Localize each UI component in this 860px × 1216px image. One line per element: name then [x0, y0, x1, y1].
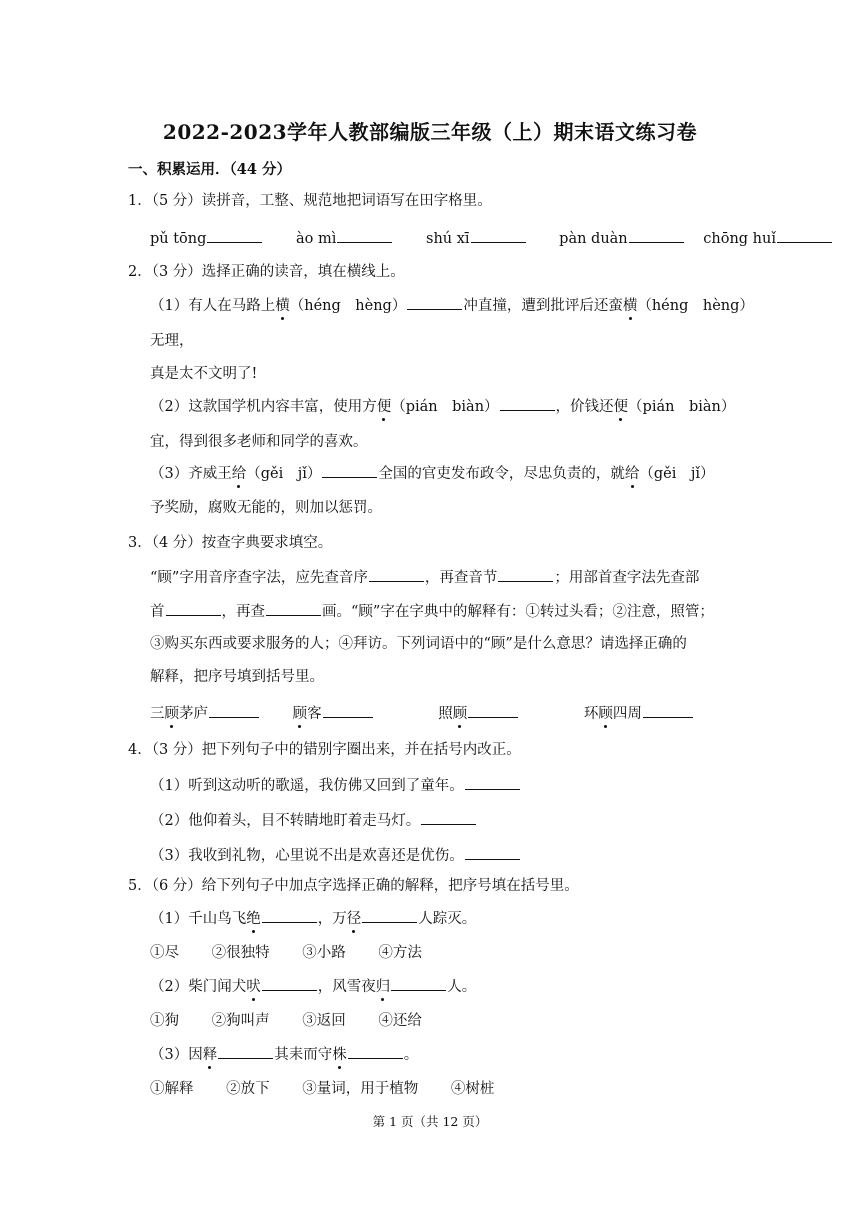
answer-blank[interactable] [362, 908, 417, 923]
answer-blank[interactable] [323, 703, 373, 718]
answer-blank[interactable] [498, 567, 553, 582]
text: （3）齐威王 [150, 466, 232, 482]
text: “顾”字用音序查字法，应先查音序 [150, 570, 368, 586]
dotted-char: 顾 [292, 706, 308, 722]
pinyin-options: （pián biàn） [391, 399, 499, 415]
option: ②很独特 [211, 945, 270, 961]
answer-blank[interactable] [777, 228, 832, 243]
option: ①尽 [150, 945, 179, 961]
answer-blank[interactable] [166, 601, 221, 616]
option: ④方法 [378, 945, 422, 961]
option: ①狗 [150, 1013, 179, 1029]
text: 环 [583, 706, 599, 722]
answer-blank[interactable] [207, 228, 262, 243]
answer-blank[interactable] [500, 396, 555, 411]
question-5-stem: 5．（6 分）给下列句子中加点字选择正确的解释，把序号填在括号里。 [128, 878, 579, 894]
text: 首 [150, 604, 165, 620]
text: ，万 [317, 911, 347, 927]
section-heading: 一、积累运用．（44 分） [128, 161, 291, 178]
option: ①解释 [150, 1081, 194, 1097]
text: （2）这款国学机内容丰富，使用方 [150, 399, 377, 415]
dotted-char: 便 [613, 399, 629, 415]
answer-blank[interactable] [465, 775, 520, 790]
text: 冲直撞，遭到批评后还蛮 [463, 298, 623, 314]
text: ；用部首查字法先查部 [554, 570, 700, 586]
answer-blank[interactable] [262, 976, 317, 991]
pinyin-row [150, 228, 833, 249]
question-3-line [150, 601, 714, 622]
text: 予奖励，腐败无能的，则加以惩罚。 [150, 500, 382, 516]
answer-blank[interactable] [421, 810, 476, 825]
options-row [150, 1079, 494, 1099]
question-4-sentence-2 [150, 810, 477, 831]
pinyin-options: （gěi jǐ） [639, 466, 715, 482]
question-5-sentence-3 [150, 1044, 418, 1065]
dotted-char: 横 [275, 298, 290, 314]
answer-blank[interactable] [407, 295, 462, 310]
pinyin-item: pǔ tōng [150, 231, 207, 247]
pinyin-options: （pián biàn） [628, 399, 736, 415]
page-footer: 第 1 页（共 12 页） [372, 1114, 488, 1129]
answer-blank[interactable] [262, 908, 317, 923]
text: （3）因 [150, 1047, 203, 1063]
text: ，价钱还 [555, 399, 614, 415]
pinyin-item: pàn duàn [559, 231, 628, 247]
question-4-stem: 4．（3 分）把下列句子中的错别字圈出来，并在括号内改正。 [128, 742, 521, 758]
text: 人。 [447, 979, 477, 995]
text: 解释，把序号填到括号里。 [150, 669, 324, 685]
dotted-char: 顾 [164, 706, 179, 722]
options-row [150, 1011, 422, 1031]
answer-blank[interactable] [322, 463, 377, 478]
text: 。 [403, 1047, 419, 1063]
text: 全国的官吏发布政令，尽忠负责的，就 [378, 466, 625, 482]
text: 四周 [612, 706, 642, 722]
text: 人踪灭。 [418, 911, 477, 927]
text: （1）有人在马路上 [150, 298, 276, 314]
dotted-char: 给 [624, 466, 640, 482]
text: （2）柴门闻犬 [150, 979, 247, 995]
page-title: 2022-2023学年人教部编版三年级（上）期末语文练习卷 [162, 120, 698, 144]
pinyin-item: chōng huǐ [703, 231, 776, 247]
answer-blank[interactable] [468, 703, 518, 718]
dotted-char: 径 [346, 911, 362, 927]
answer-blank[interactable] [643, 703, 693, 718]
option: ③返回 [302, 1013, 346, 1029]
dotted-char: 顾 [598, 706, 613, 722]
answer-blank[interactable] [465, 845, 520, 860]
option: ②狗叫声 [211, 1013, 270, 1029]
text: 照 [438, 706, 453, 722]
text: （2）他仰着头，目不转睛地盯着走马灯。 [150, 813, 421, 829]
text: （1）听到这动听的歌遥，我仿佛又回到了童年。 [150, 778, 464, 794]
question-2-stem: 2．（3 分）选择正确的读音，填在横线上。 [128, 264, 405, 280]
answer-blank[interactable] [218, 1044, 273, 1059]
question-3-stem: 3．（4 分）按查字典要求填空。 [128, 535, 333, 551]
word-row [150, 703, 694, 724]
question-2-sentence-2 [150, 396, 735, 417]
dotted-char: 横 [622, 298, 638, 314]
pinyin-options: （héng hèng） [637, 298, 754, 314]
text: ③购买东西或要求服务的人；④拜访。下列词语中的“顾”是什么意思？请选择正确的 [150, 636, 687, 652]
question-1-stem: 1．（5 分）读拼音，工整、规范地把词语写在田字格里。 [128, 193, 492, 209]
text: ，再查音节 [424, 570, 498, 586]
pinyin-options: （gěi jǐ） [246, 466, 322, 482]
dotted-char: 给 [231, 466, 247, 482]
answer-blank[interactable] [369, 567, 424, 582]
answer-blank[interactable] [629, 228, 684, 243]
dotted-char: 归 [375, 979, 391, 995]
text: 茅庐 [179, 706, 208, 722]
text: 无理， [150, 333, 194, 349]
text: ，风雪夜 [317, 979, 376, 995]
dotted-char: 释 [202, 1047, 218, 1063]
question-5-sentence-1 [150, 908, 476, 929]
answer-blank[interactable] [391, 976, 446, 991]
option: ③量词，用于植物 [302, 1081, 419, 1097]
question-2-sentence-1 [150, 295, 754, 316]
dotted-char: 绝 [246, 911, 261, 927]
text: ，再查 [221, 604, 265, 620]
text: 真是太不文明了! [150, 366, 258, 382]
answer-blank[interactable] [209, 703, 259, 718]
dotted-char: 株 [332, 1047, 347, 1063]
question-4-sentence-3 [150, 845, 521, 866]
answer-blank[interactable] [348, 1044, 403, 1059]
question-3-line [150, 567, 699, 588]
text: 其耒而守 [274, 1047, 333, 1063]
question-5-sentence-2 [150, 976, 476, 997]
pinyin-options: （héng hèng） [289, 298, 407, 314]
dotted-char: 便 [376, 399, 392, 415]
option: ④还给 [378, 1013, 422, 1029]
answer-blank[interactable] [471, 228, 526, 243]
answer-blank[interactable] [266, 601, 321, 616]
question-2-sentence-3 [150, 463, 715, 484]
text: （1）千山鸟飞 [150, 911, 247, 927]
pinyin-item: ào mì [296, 231, 337, 247]
text: 客 [307, 706, 322, 722]
options-row [150, 943, 422, 963]
text: 宜，得到很多老师和同学的喜欢。 [150, 434, 368, 450]
answer-blank[interactable] [337, 228, 392, 243]
pinyin-item: shú xī [426, 231, 470, 247]
question-4-sentence-1 [150, 775, 521, 796]
dotted-char: 顾 [452, 706, 468, 722]
text: （3）我收到礼物，心里说不出是欢喜还是优伤。 [150, 848, 464, 864]
dotted-char: 吠 [246, 979, 261, 995]
option: ④树桩 [450, 1081, 495, 1097]
text: 画。“顾”字在字典中的解释有：①转过头看；②注意，照管； [322, 604, 714, 620]
option: ②放下 [226, 1081, 270, 1097]
option: ③小路 [302, 945, 346, 961]
text: 三 [150, 706, 165, 722]
